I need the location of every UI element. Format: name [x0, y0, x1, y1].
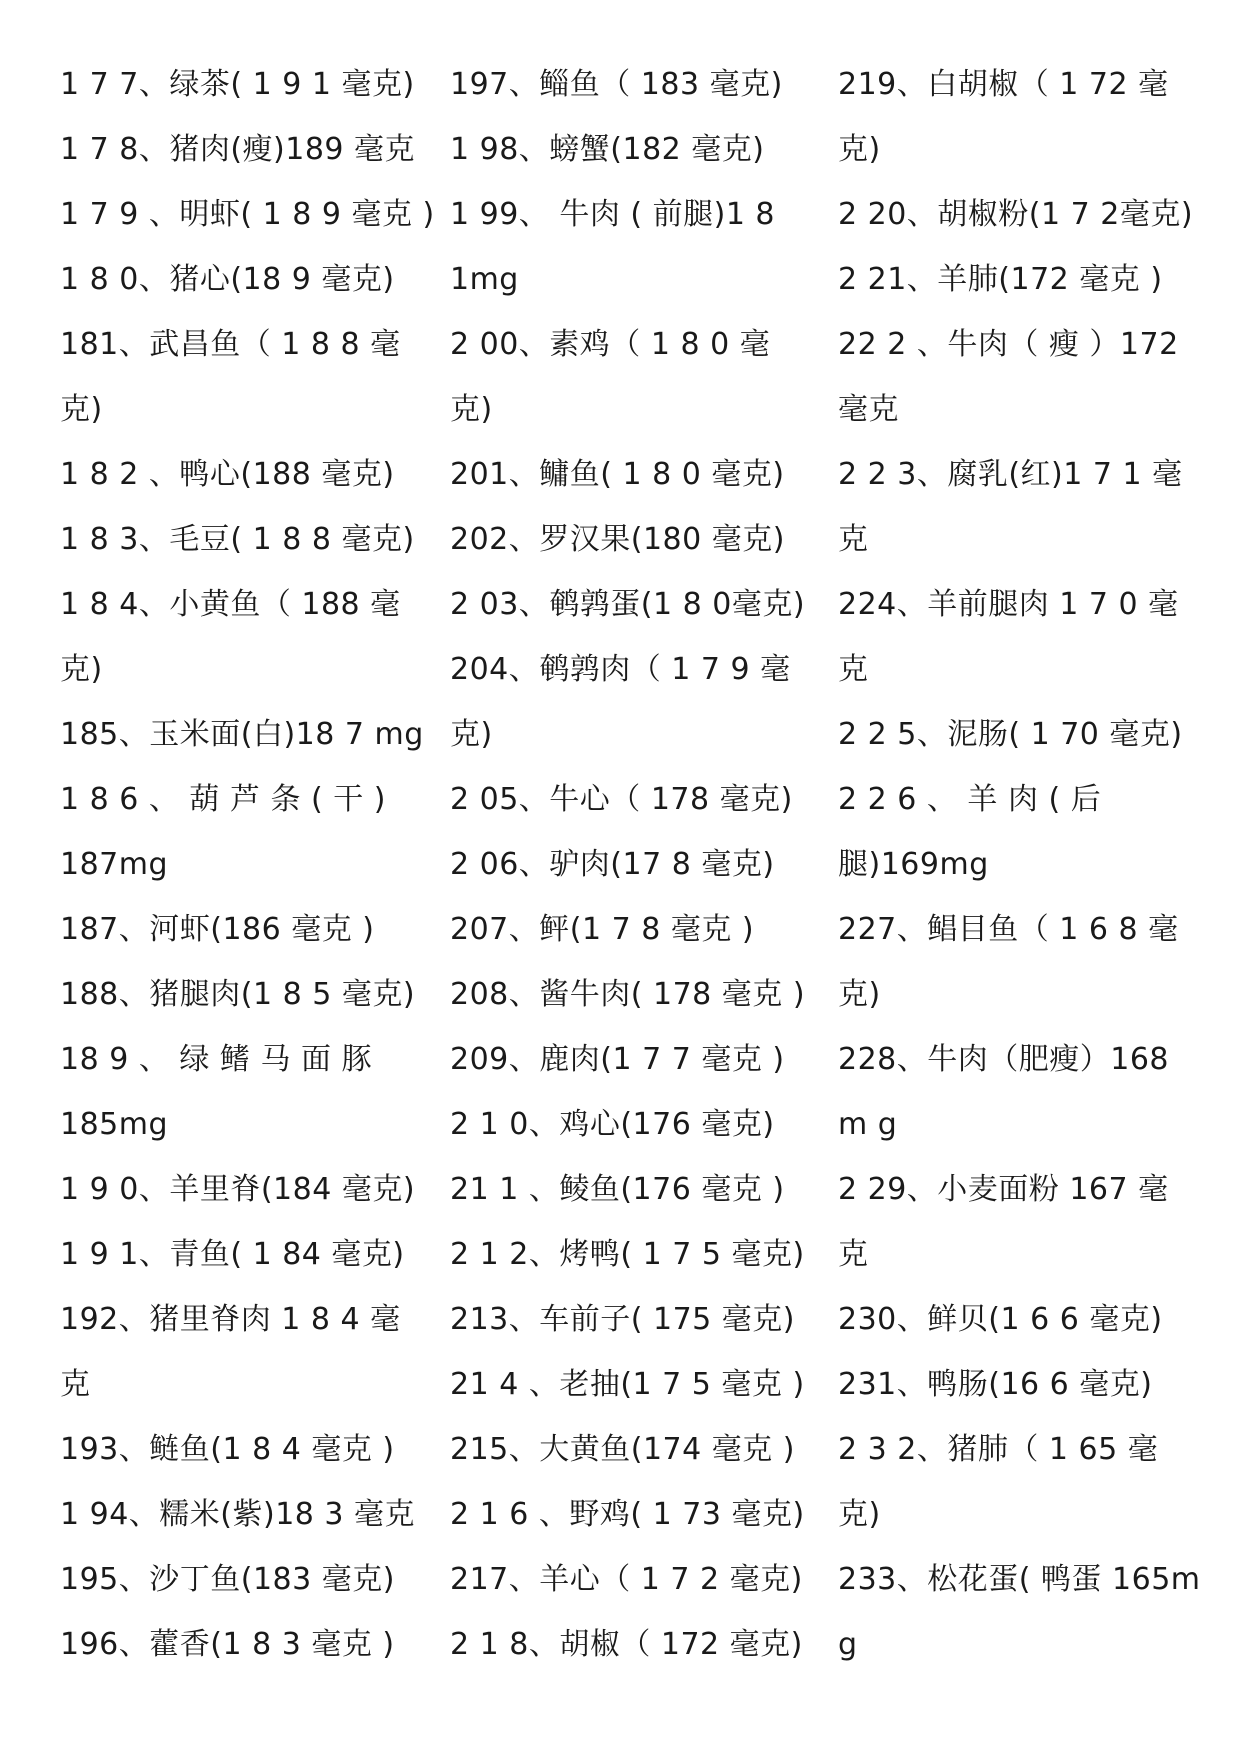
text-line: 1 8 2 、鸭心(188 毫克) — [60, 457, 395, 492]
text-line: 2 3 2、猪肺（ 1 65 毫 — [838, 1432, 1159, 1467]
text-line: 克) — [60, 652, 103, 687]
text-line: 克) — [450, 392, 493, 427]
text-line: 1 8 4、小黄鱼（ 188 毫 — [60, 587, 401, 622]
text-line: 185mg — [60, 1107, 169, 1142]
text-line: 201、鳙鱼( 1 8 0 毫克) — [450, 457, 785, 492]
text-line: 228、牛肉（肥瘦）168 — [838, 1042, 1170, 1077]
text-line: 187、河虾(186 毫克 ) — [60, 912, 375, 947]
text-line: 1 8 3、毛豆( 1 8 8 毫克) — [60, 522, 415, 557]
text-line: 2 2 3、腐乳(红)1 7 1 毫 — [838, 457, 1183, 492]
text-line: 231、鸭肠(16 6 毫克) — [838, 1367, 1153, 1402]
text-line: 1 8 6 、 葫 芦 条 ( 干 ) — [60, 782, 386, 817]
text-line: 230、鲜贝(1 6 6 毫克) — [838, 1302, 1163, 1337]
text-line: 215、大黄鱼(174 毫克 ) — [450, 1432, 796, 1467]
text-line: g — [838, 1627, 858, 1662]
text-line: 1 8 0、猪心(18 9 毫克) — [60, 262, 395, 297]
text-line: 2 20、胡椒粉(1 7 2毫克) — [838, 197, 1194, 232]
text-line: 2 29、小麦面粉 167 毫 — [838, 1172, 1169, 1207]
text-line: 187mg — [60, 847, 169, 882]
text-line: 193、鲢鱼(1 8 4 毫克 ) — [60, 1432, 395, 1467]
text-line: 2 06、驴肉(17 8 毫克) — [450, 847, 775, 882]
text-line: 209、鹿肉(1 7 7 毫克 ) — [450, 1042, 785, 1077]
text-line: 181、武昌鱼（ 1 8 8 毫 — [60, 327, 401, 362]
text-line: 197、鲻鱼（ 183 毫克) — [450, 67, 783, 102]
text-line: 克 — [838, 652, 869, 687]
text-line: 1 7 9 、明虾( 1 8 9 毫克 ) — [60, 197, 435, 232]
text-line: 克 — [60, 1367, 91, 1402]
text-line: 2 21、羊肺(172 毫克 ) — [838, 262, 1163, 297]
text-line: 202、罗汉果(180 毫克) — [450, 522, 785, 557]
text-line: 213、车前子( 175 毫克) — [450, 1302, 796, 1337]
text-line: 克 — [838, 522, 869, 557]
text-line: 21 4 、老抽(1 7 5 毫克 ) — [450, 1367, 805, 1402]
text-column-2 — [450, 52, 806, 1677]
text-line: 224、羊前腿肉 1 7 0 毫 — [838, 587, 1179, 622]
text-line: 1mg — [450, 262, 519, 297]
text-line: 1 9 1、青鱼( 1 84 毫克) — [60, 1237, 405, 1272]
text-line: 2 1 6 、野鸡( 1 73 毫克) — [450, 1497, 805, 1532]
text-line: 188、猪腿肉(1 8 5 毫克) — [60, 977, 416, 1012]
text-line: m g — [838, 1107, 898, 1142]
text-line: 2 00、素鸡（ 1 8 0 毫 — [450, 327, 771, 362]
text-line: 克) — [838, 977, 881, 1012]
text-column-1 — [60, 52, 435, 1677]
text-line: 2 1 8、胡椒（ 172 毫克) — [450, 1627, 803, 1662]
text-line: 1 98、螃蟹(182 毫克) — [450, 132, 765, 167]
text-line: 195、沙丁鱼(183 毫克) — [60, 1562, 395, 1597]
text-line: 2 2 6 、 羊 肉 ( 后 — [838, 782, 1102, 817]
text-line: 1 7 7、绿茶( 1 9 1 毫克) — [60, 67, 415, 102]
text-line: 2 2 5、泥肠( 1 70 毫克) — [838, 717, 1183, 752]
text-line: 毫克 — [838, 392, 899, 427]
text-line: 2 1 2、烤鸭( 1 7 5 毫克) — [450, 1237, 805, 1272]
text-line: 192、猪里脊肉 1 8 4 毫 — [60, 1302, 401, 1337]
text-line: 21 1 、鲮鱼(176 毫克 ) — [450, 1172, 785, 1207]
text-line: 1 94、糯米(紫)18 3 毫克 — [60, 1497, 416, 1532]
text-line: 2 1 0、鸡心(176 毫克) — [450, 1107, 775, 1142]
text-line: 克) — [60, 392, 103, 427]
text-line: 1 9 0、羊里脊(184 毫克) — [60, 1172, 416, 1207]
text-line: 克 — [838, 1237, 869, 1272]
text-line: 219、白胡椒（ 1 72 毫 — [838, 67, 1169, 102]
text-line: 克) — [838, 1497, 881, 1532]
text-line: 207、鲆(1 7 8 毫克 ) — [450, 912, 755, 947]
text-line: 1 7 8、猪肉(瘦)189 毫克 — [60, 132, 416, 167]
text-line: 204、鹌鹑肉（ 1 7 9 毫 — [450, 652, 791, 687]
text-line: 233、松花蛋( 鸭蛋 165m — [838, 1562, 1201, 1597]
text-line: 克) — [450, 717, 493, 752]
text-line: 克) — [838, 132, 881, 167]
text-line: 196、藿香(1 8 3 毫克 ) — [60, 1627, 395, 1662]
text-line: 2 05、牛心（ 178 毫克) — [450, 782, 793, 817]
text-line: 227、鲳目鱼（ 1 6 8 毫 — [838, 912, 1179, 947]
text-line: 185、玉米面(白)18 7 mg — [60, 717, 424, 752]
text-line: 18 9 、 绿 鳍 马 面 豚 — [60, 1042, 373, 1077]
text-line: 22 2 、牛肉（ 瘦 ）172 — [838, 327, 1179, 362]
text-column-3 — [838, 52, 1201, 1677]
text-line: 217、羊心（ 1 7 2 毫克) — [450, 1562, 803, 1597]
text-line: 2 03、鹌鹑蛋(1 8 0毫克) — [450, 587, 806, 622]
text-line: 腿)169mg — [838, 847, 989, 882]
text-line: 1 99、 牛肉 ( 前腿)1 8 — [450, 197, 776, 232]
text-line: 208、酱牛肉( 178 毫克 ) — [450, 977, 806, 1012]
